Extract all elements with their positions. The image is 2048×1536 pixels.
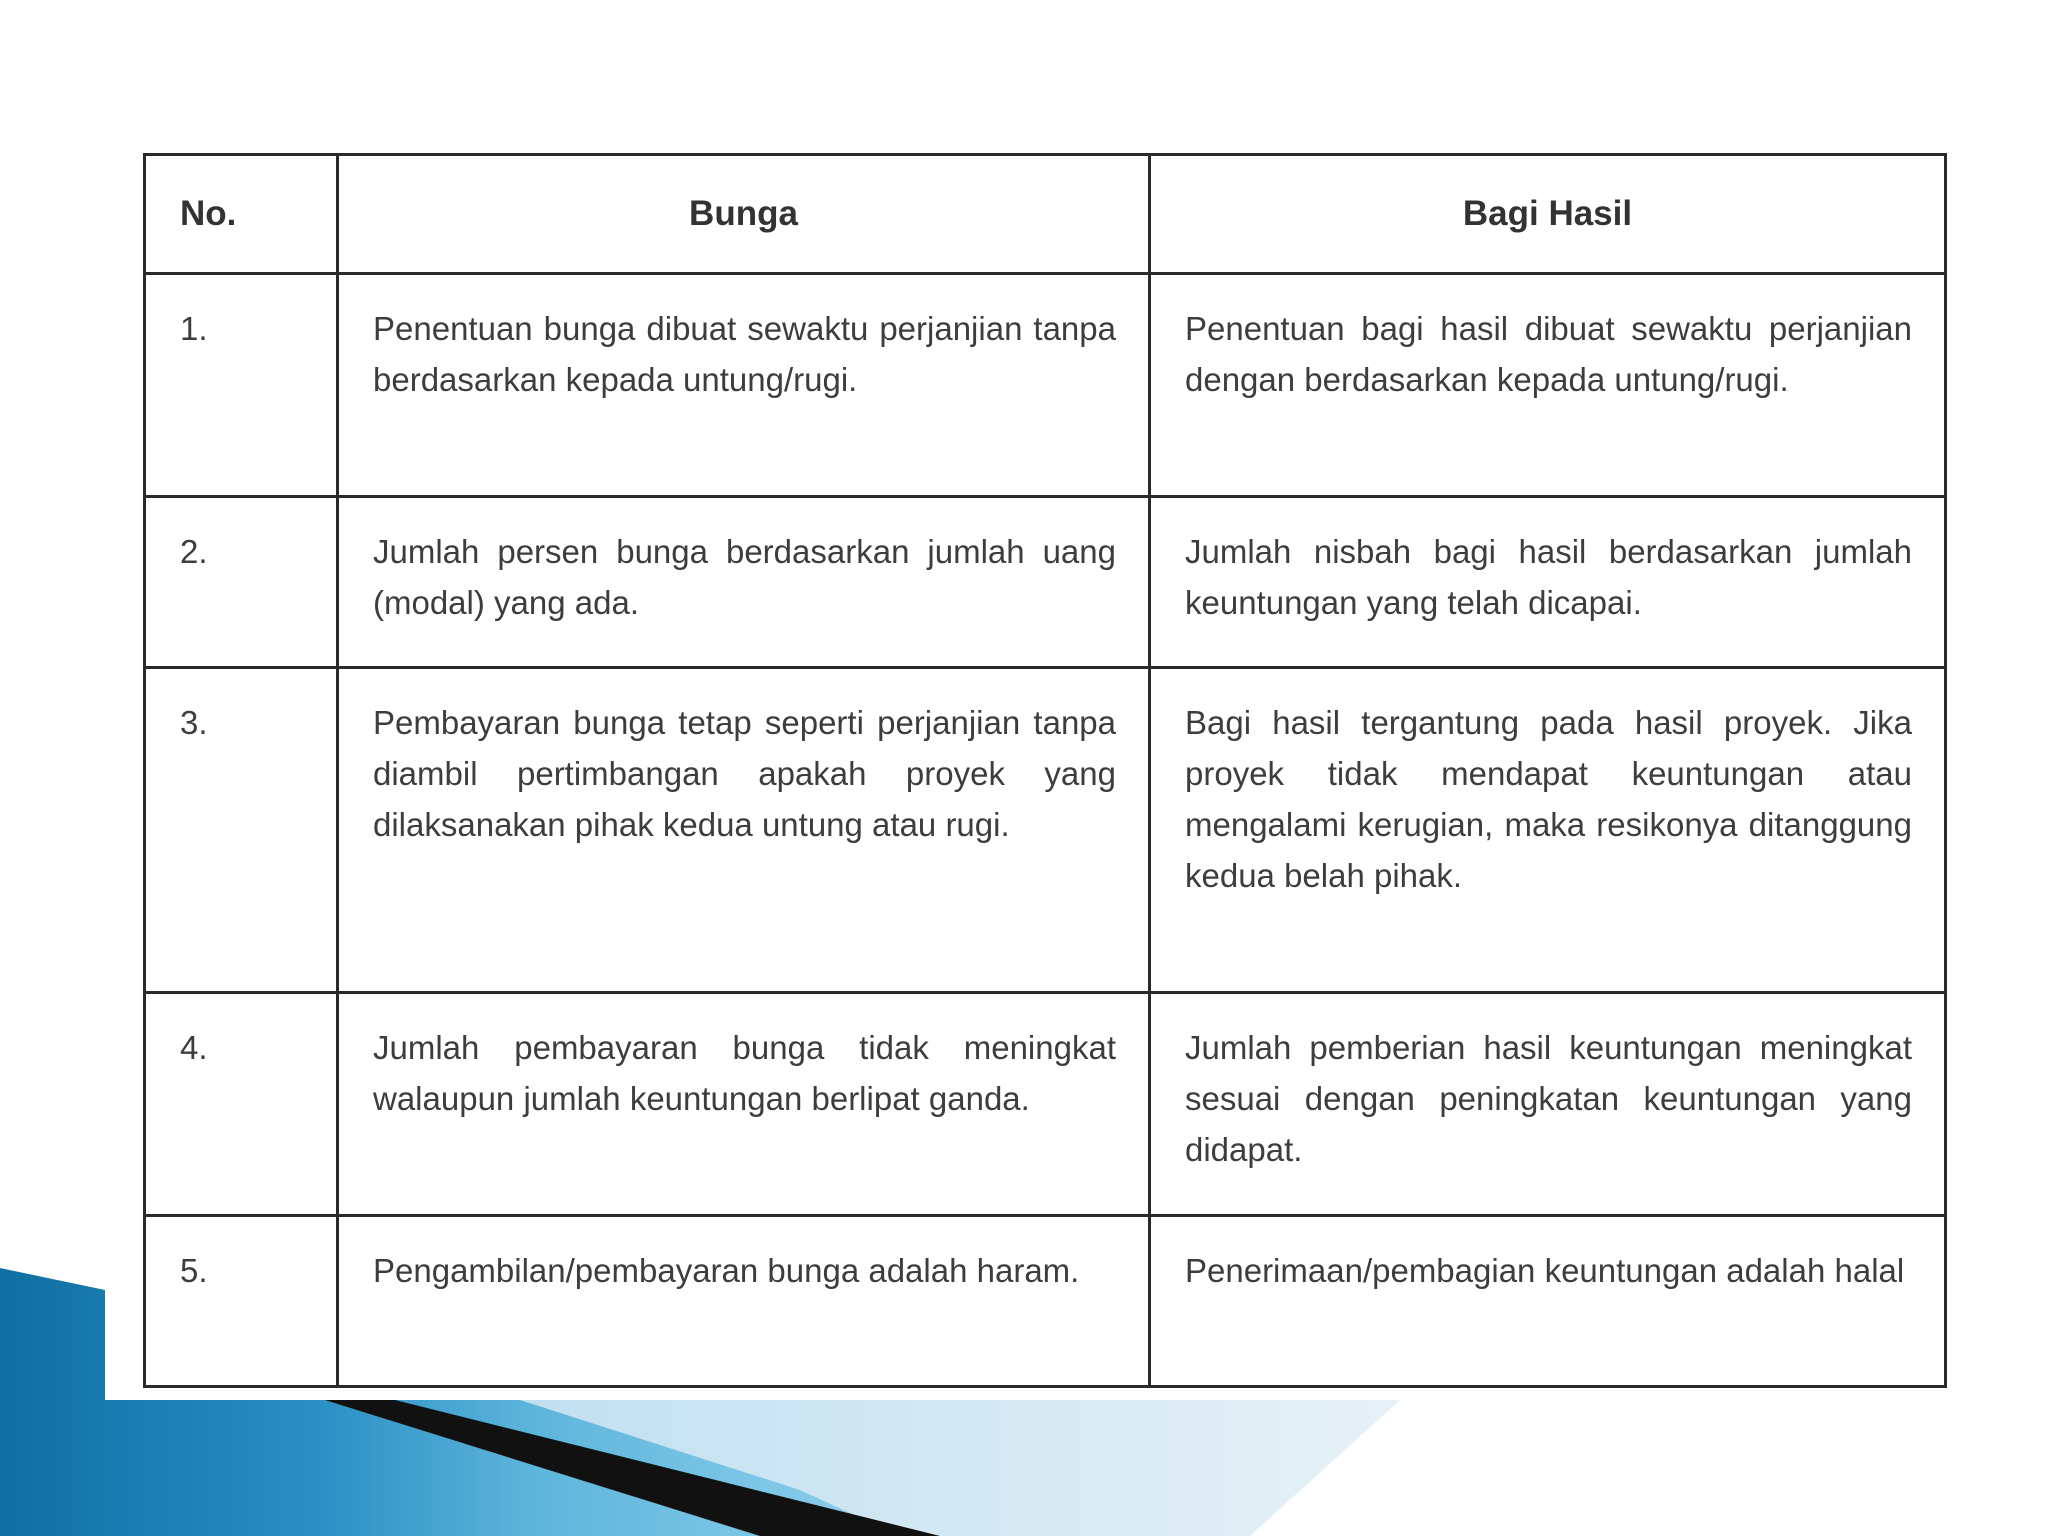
row-number: 4. — [145, 993, 338, 1216]
table-header-row — [145, 155, 1946, 274]
row-number: 3. — [145, 668, 338, 993]
row-number: 5. — [145, 1216, 338, 1387]
bunga-cell: Pembayaran bunga tetap seperti perjanjian tanpa diambil pertimbangan apakah proyek yang dilaksanakan pihak kedua untung atau rugi. — [338, 668, 1150, 993]
table-row — [145, 993, 1946, 1216]
table-row — [145, 1216, 1946, 1387]
table-row — [145, 497, 1946, 668]
header-no: No. — [145, 155, 338, 274]
header-bagi-hasil: Bagi Hasil — [1150, 155, 1946, 274]
header-bunga: Bunga — [338, 155, 1150, 274]
comparison-table — [143, 153, 1947, 1388]
bunga-cell: Jumlah pembayaran bunga tidak meningkat walaupun jumlah keuntungan berlipat ganda. — [338, 993, 1150, 1216]
bunga-cell: Pengambilan/pembayaran bunga adalah haram. — [338, 1216, 1150, 1387]
bunga-cell: Jumlah persen bunga berdasarkan jumlah uang (modal) yang ada. — [338, 497, 1150, 668]
row-number: 1. — [145, 274, 338, 497]
bagi-hasil-cell: Jumlah pemberian hasil keuntungan meningkat sesuai dengan peningkatan keuntungan yang didapat. — [1150, 993, 1946, 1216]
table-row — [145, 668, 1946, 993]
bagi-hasil-cell: Penentuan bagi hasil dibuat sewaktu perjanjian dengan berdasarkan kepada untung/rugi. — [1150, 274, 1946, 497]
bagi-hasil-cell: Penerimaan/pembagian keuntungan adalah halal — [1150, 1216, 1946, 1387]
bagi-hasil-cell: Jumlah nisbah bagi hasil berdasarkan jumlah keuntungan yang telah dicapai. — [1150, 497, 1946, 668]
row-number: 2. — [145, 497, 338, 668]
bagi-hasil-cell: Bagi hasil tergantung pada hasil proyek. Jika proyek tidak mendapat keuntungan atau mengalami kerugian, maka resikonya ditanggung kedua belah pihak. — [1150, 668, 1946, 993]
bunga-cell: Penentuan bunga dibuat sewaktu perjanjian tanpa berdasarkan kepada untung/rugi. — [338, 274, 1150, 497]
table-row — [145, 274, 1946, 497]
